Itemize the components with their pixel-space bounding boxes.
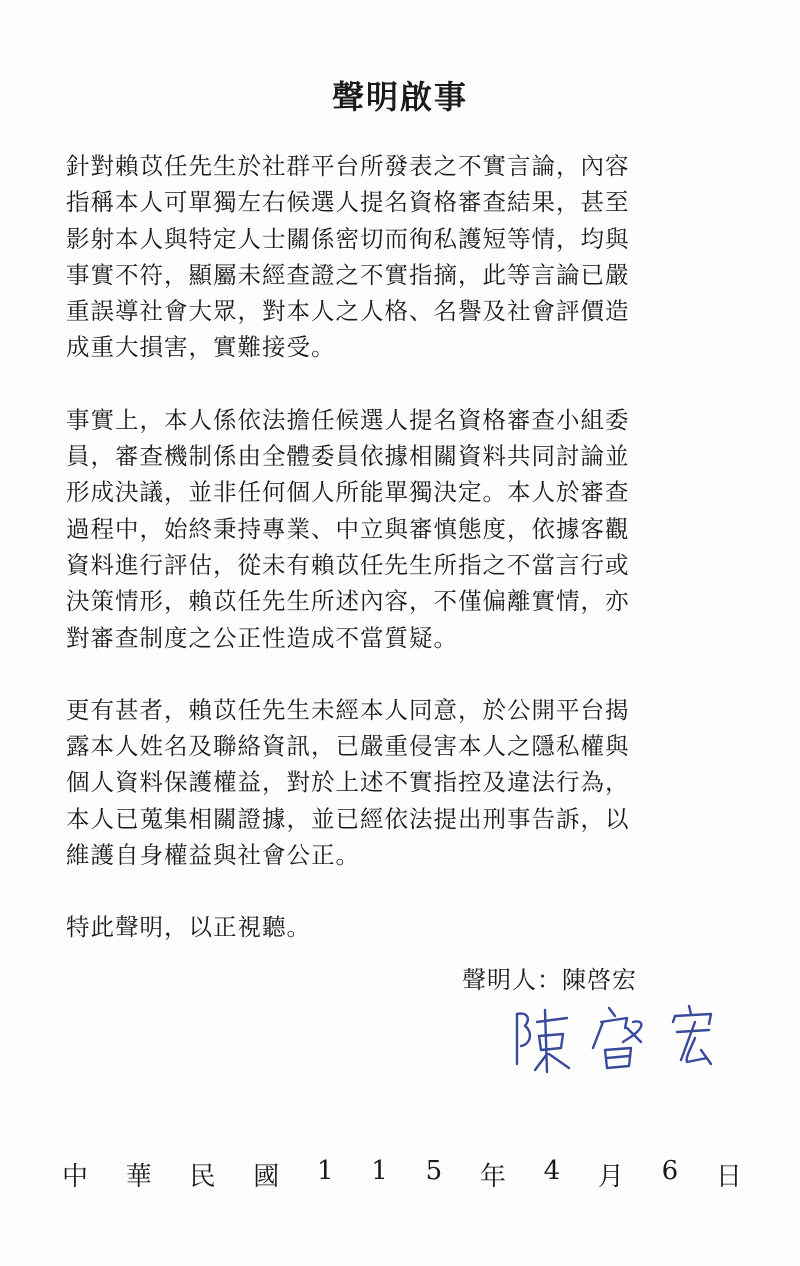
signature-strokes [517,1006,711,1072]
text-line: 針對賴苡任先生於社群平台所發表之不實言論，內容 [66,152,630,180]
text-line: 對審查制度之公正性造成不當質疑。 [66,623,458,652]
text-line: 員，審查機制係由全體委員依據相關資料共同討論並 [66,442,630,471]
text-line: 更有甚者，賴苡任先生未經本人同意，於公開平台揭 [66,695,630,724]
text-line: 決策情形，賴苡任先生所述內容，不僅偏離實情，亦 [66,587,630,616]
date-char: 日 [715,1162,742,1192]
text-line: 特此聲明，以正視聽。 [66,913,311,942]
date-char: 中 [62,1162,89,1192]
date-char: 年 [479,1162,506,1192]
date-char: 月 [597,1162,624,1192]
date-char: 民 [189,1162,216,1192]
text-line: 成重大損害，實難接受。 [66,333,336,362]
date-char: 華 [125,1162,152,1192]
text-line: 過程中，始終秉持專業、中立與審慎態度，依據客觀 [66,514,630,543]
date-year-digit: 5 [425,1156,443,1186]
date-year-digit: 1 [317,1156,334,1186]
paragraph-4 [66,909,746,945]
text-line: 重誤導社會大眾，對本人之人格、名譽及社會評價造 [66,297,630,326]
date-char: 國 [253,1162,280,1192]
text-line: 維護自身權益與社會公正。 [66,841,360,870]
paragraph-2 [66,402,746,656]
paragraph-3 [66,692,746,873]
text-line: 事實不符，顯屬未經查證之不實指摘，此等言論已嚴 [66,260,630,289]
paragraph-1 [66,148,746,366]
document-body [66,148,746,982]
document-title: 聲明啟事 [331,78,468,116]
text-line: 影射本人與特定人士關係密切而徇私護短等情，均與 [66,224,630,253]
handwritten-signature [505,992,745,1082]
text-line: 露本人姓名及聯絡資訊，已嚴重侵害本人之隱私權與 [66,732,630,761]
text-line: 形成決議，並非任何個人所能單獨決定。本人於審查 [66,478,630,507]
text-line: 資料進行評估，從未有賴苡任先生所指之不當言行或 [66,550,630,579]
date-year-digit: 1 [371,1156,388,1186]
text-line: 個人資料保護權益，對於上述不實指控及違法行為， [66,768,630,797]
date-month: 4 [543,1156,561,1186]
date-line [62,1156,742,1193]
text-line: 本人已蒐集相關證據，並已經依法提出刑事告訴，以 [66,804,630,833]
text-line: 事實上，本人係依法擔任候選人提名資格審查小組委 [66,405,630,434]
text-line: 指稱本人可單獨左右候選人提名資格審查結果，甚至 [66,188,630,217]
date-day: 6 [661,1156,679,1186]
declarant-label: 聲明人：陳啓宏 [462,966,637,994]
